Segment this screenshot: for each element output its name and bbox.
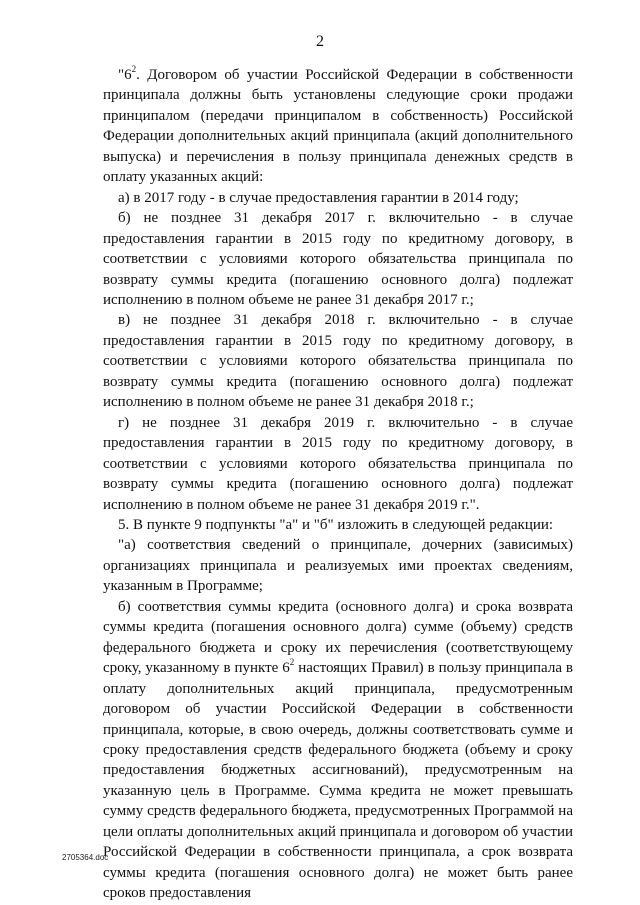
paragraph-6-2-lead: "6: [118, 67, 132, 83]
paragraph-6-2-text: . Договором об участии Российской Федерации в собственности принципала должны быть установлены следующие сроки продажи принципалом (передачи принципалом в собственность) Российской Федерации дополнительных акций принципала (акций дополнительного выпуска) и перечисления в пользу принципала денежных средств в оплату указанных акций:: [103, 67, 573, 186]
page-number: 2: [316, 33, 324, 50]
subitem-a: "а) соответствия сведений о принципале, дочерних (зависимых) организациях принципала и реализуемых ими проектах сведениям, указанным в Программе;: [103, 537, 573, 595]
item-v: в) не позднее 31 декабря 2018 г. включительно - в случае предоставления гарантии в 2015 году по кредитному договору, в соответствии с условиями которого обязательства принципала по возврату суммы кредита (погашению основного долга) подлежат исполнению в полном объеме не ранее 31 декабря 2018 г.;: [103, 312, 573, 411]
paragraph-6-2: [103, 65, 573, 188]
point-5: 5. В пункте 9 подпункты "а" и "б" изложить в следующей редакции:: [118, 516, 554, 533]
superscript: 2: [289, 657, 295, 668]
subitem-b: [103, 597, 573, 904]
document-body: [103, 65, 573, 904]
subitem-b-lead: б) соответствия суммы кредита (основного долга) и срока возврата суммы кредита (погашения основного долга) сумме (объему) средств федерального бюджета и сроку их перечисления (соответствующему сроку, указанному в пункте 6: [103, 598, 573, 677]
item-g: г) не позднее 31 декабря 2019 г. включительно - в случае предоставления гарантии в 2015 году по кредитному договору, в соответствии с условиями которого обязательства принципала по возврату суммы кредита (погашению основного долга) подлежат исполнению в полном объеме не ранее 31 декабря 2019 г.".: [103, 414, 573, 513]
item-b: б) не позднее 31 декабря 2017 г. включительно - в случае предоставления гарантии в 2015 году по кредитному договору, в соответствии с условиями которого обязательства принципала по возврату суммы кредита (погашению основного долга) подлежат исполнению в полном объеме не ранее 31 декабря 2017 г.;: [103, 210, 573, 308]
subitem-b-text: настоящих Правил) в пользу принципала в оплату дополнительных акций принципала, предусмотренным договором об участии Российской Федерации в собственности принципала, которые, в свою очередь, должны соответствовать сумме и сроку предоставления средств федерального бюджета (объему и сроку предоставления бюджетных ассигнований), предусмотренным на указанную цель в Программе. Сумма кредита не может превышать сумму средств федерального бюджета, предусмотренных Программой на цели оплаты дополнительных акций принципала и договором об участии Российской Федерации в собственности принципала, а срок возврата суммы кредита (погашения основного долга) не может быть ранее сроков предоставления: [103, 660, 574, 902]
superscript: 2: [131, 64, 137, 74]
file-name-footer: 2705364.doc: [62, 853, 109, 862]
item-a: а) в 2017 году - в случае предоставления гарантии в 2014 году;: [118, 189, 519, 206]
